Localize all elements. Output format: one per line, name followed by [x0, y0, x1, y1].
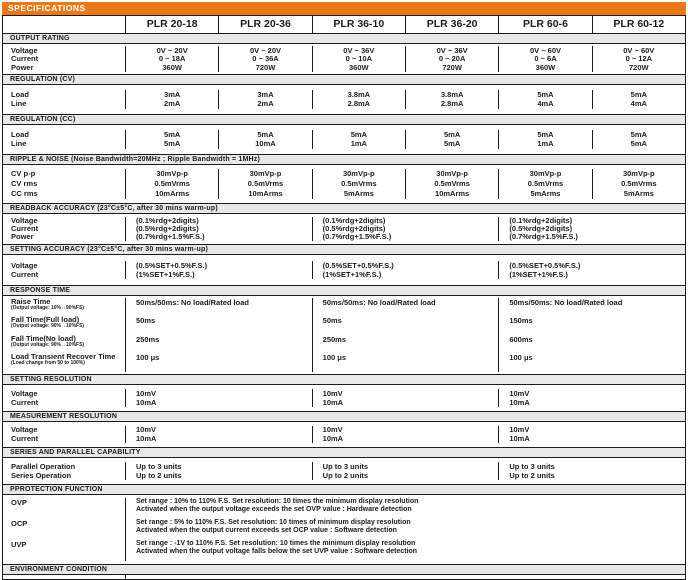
spec-value: 5mA [164, 129, 181, 139]
spec-value: 0.5mVrms [247, 179, 284, 188]
spec-value: 10mV [509, 388, 530, 398]
spec-value: 10mA [322, 433, 344, 443]
row-label: Load Transient Recover Time [11, 352, 116, 361]
row-label-column [3, 130, 125, 149]
column-header: PLR 20-36 [218, 16, 311, 33]
spec-value: 360W [535, 62, 556, 72]
section-header-label: RESPONSE TIME [10, 286, 71, 294]
spec-value: 0 ~ 10A [345, 54, 373, 64]
protection-line: Set range : 5% to 110% F.S. Set resolution: 10 times of minimum display resolution [136, 518, 411, 526]
spec-value: (0.5%rdg+2digits) [509, 224, 573, 233]
value-column [125, 130, 218, 149]
value-column [405, 130, 498, 149]
spec-value: 0V ~ 20V [249, 45, 282, 55]
spec-value: 2mA [257, 99, 274, 109]
spec-block [3, 296, 685, 374]
value-column [125, 169, 218, 199]
spec-value: 0V ~ 20V [156, 45, 188, 55]
spec-value: 0.5mVrms [434, 179, 470, 188]
value-column [592, 90, 685, 109]
section-header-label: SETTING RESOLUTION [10, 375, 92, 383]
spec-block [3, 214, 685, 244]
row-label: Fall Time(No load) [11, 333, 76, 343]
spec-value-entry [313, 316, 499, 335]
section-header-bar [3, 447, 685, 458]
value-column [312, 130, 405, 149]
row-label-column [3, 217, 125, 241]
section-header-bar [3, 74, 685, 85]
spec-value: (0.7%rdg+1.5%F.S.) [136, 232, 205, 241]
value-column-group [312, 426, 499, 443]
spec-value: 50ms/50ms: No load/Rated load [136, 297, 249, 307]
row-label: Parallel Operation [11, 461, 76, 471]
row-label-entry [11, 540, 125, 561]
spec-value: 0.5mVrms [621, 179, 657, 188]
spec-value: 0 ~ 36A [252, 54, 279, 64]
value-column-group [498, 217, 685, 241]
row-label: Power [11, 62, 34, 72]
row-label: Current [11, 433, 39, 443]
spec-value: 3.8mA [440, 89, 464, 99]
spec-value: 50ms [136, 316, 156, 325]
section-header-label: OUTPUT RATING [10, 35, 70, 42]
section-header-bar [3, 564, 685, 575]
spec-value-entry [126, 335, 312, 354]
row-label: Voltage [11, 425, 38, 435]
spec-value: 5mA [444, 139, 461, 149]
spec-value: 10mA [509, 433, 530, 443]
spec-value: 0.5mVrms [527, 179, 564, 188]
value-column [125, 46, 218, 72]
row-label: CV rms [11, 179, 38, 188]
protection-line: Set range : 10% to 110% F.S. Set resolution: 10 times the minimum display resolution [136, 497, 419, 505]
value-column [405, 169, 498, 199]
spec-value: (0.5%SET+0.5%F.S.) [509, 260, 581, 270]
row-label-column [3, 90, 125, 109]
spec-value: Up to 3 units [509, 461, 555, 471]
spec-value: 0V ~ 60V [529, 45, 562, 55]
row-label: CC rms [11, 189, 38, 198]
section-header-label: READBACK ACCURACY (23°C±5°C, after 30 mins warm-up) [10, 204, 218, 212]
row-label: Raise Time [11, 296, 51, 306]
value-column [218, 46, 311, 72]
spec-value-entry [313, 298, 499, 317]
row-label: Line [11, 139, 27, 149]
value-column [592, 46, 685, 72]
spec-value-entry [499, 316, 685, 335]
row-label-entry [11, 335, 125, 354]
row-label-column [3, 462, 125, 480]
column-header-row [3, 16, 685, 33]
spec-value: (0.5%SET+0.5%F.S.) [136, 260, 208, 270]
spec-value: 10mA [136, 433, 157, 443]
spec-value: 4mA [630, 99, 647, 109]
value-column [218, 130, 311, 149]
row-label: Load [11, 129, 29, 139]
value-column-group [312, 217, 499, 241]
spec-value-entry [499, 335, 685, 354]
row-label-column [3, 498, 125, 561]
spec-value: (0.1%rdg+2digits) [509, 216, 573, 225]
value-column-group [125, 298, 312, 372]
protection-line: Activated when the output voltage exceeds the set OVP value : Hardware detection [136, 505, 412, 513]
value-column-group [498, 389, 685, 407]
spec-value: 10mA [509, 397, 530, 407]
spec-value: 5mArms [623, 189, 654, 198]
spec-block [3, 255, 685, 285]
section-header-bar [3, 285, 685, 296]
column-header: PLR 60-6 [498, 16, 591, 33]
value-column [312, 46, 405, 72]
value-column-group [125, 462, 312, 480]
spec-value: (0.1%rdg+2digits) [136, 216, 199, 225]
spec-block [3, 458, 685, 484]
spec-table [2, 15, 686, 580]
spec-value: Up to 2 units [509, 470, 555, 480]
spec-value: 5mA [257, 129, 274, 139]
row-label: Voltage [11, 216, 38, 225]
spec-value: 30mVp-p [342, 169, 375, 178]
section-header-label: SETTING ACCURACY (23°C±5°C, after 30 mins warm-up) [10, 245, 208, 253]
spec-value: 10mV [322, 388, 343, 398]
spec-value: 0 ~ 6A [534, 54, 557, 64]
spec-value: 2mA [164, 99, 181, 109]
section-header-label: PPROTECTION FUNCTION [10, 485, 103, 493]
spec-value-entry [126, 353, 312, 372]
section-header-bar [3, 374, 685, 385]
value-column-group [125, 261, 312, 279]
spec-value: (1%SET+1%F.S.) [509, 269, 568, 279]
spec-value-entry [499, 353, 685, 372]
row-label: OCP [11, 518, 28, 528]
value-column [498, 46, 591, 72]
spec-value: 10mV [509, 425, 530, 435]
row-label: Power [11, 232, 34, 241]
section-header-bar [3, 33, 685, 44]
row-label: Voltage [11, 260, 38, 270]
spec-value: 5mA [444, 129, 461, 139]
spec-value: (0.7%rdg+1.5%F.S.) [322, 232, 392, 241]
protection-column [125, 498, 685, 561]
row-label: Voltage [11, 45, 38, 55]
section-header-bar [3, 203, 685, 214]
spec-value: 720W [629, 62, 649, 72]
spec-value: 4mA [537, 99, 554, 109]
spec-value: 0 ~ 18A [158, 54, 186, 64]
spec-value: 30mVp-p [156, 169, 188, 178]
spec-value: 360W [349, 62, 369, 72]
spec-value: 250ms [322, 334, 347, 344]
section-header-bar [3, 114, 685, 125]
column-header-blank [3, 16, 125, 33]
row-label: Series Operation [11, 470, 72, 480]
row-label-entry [11, 298, 125, 317]
value-column [218, 169, 311, 199]
spec-value: (0.5%SET+0.5%F.S.) [322, 260, 394, 270]
spec-value: 100 μs [509, 353, 533, 362]
row-label: CV p-p [11, 169, 36, 178]
protection-line: Activated when the output current exceeds set OCP value : Software detection [136, 526, 397, 534]
row-label-entry [11, 519, 125, 540]
value-column-group [312, 389, 499, 407]
spec-value: (0.7%rdg+1.5%F.S.) [509, 232, 578, 241]
value-column [592, 130, 685, 149]
spec-value-entry [313, 353, 499, 372]
value-column [498, 90, 591, 109]
value-column-group [498, 261, 685, 279]
row-sublabel: (Output voltage: 10%→90%FS) [11, 304, 85, 311]
spec-value: 3mA [257, 89, 274, 99]
row-label-column [3, 298, 125, 372]
spec-value: 720W [255, 62, 276, 72]
specifications-title: SPECIFICATIONS [8, 3, 86, 13]
spec-value: 1mA [537, 139, 554, 149]
protection-line: Activated when the output voltage falls below the set UVP value : Software detection [136, 547, 418, 555]
value-column [592, 169, 685, 199]
spec-value: 0.5mVrms [341, 179, 377, 188]
spec-value: Up to 3 units [322, 461, 369, 471]
spec-value: 5mA [350, 129, 367, 139]
spec-value: 1mA [350, 139, 367, 149]
spec-value: (0.5%rdg+2digits) [136, 224, 199, 233]
spec-value: 5mA [630, 89, 647, 99]
value-column-group [498, 462, 685, 480]
row-label-entry [11, 353, 125, 372]
section-header-label: SERIES AND PARALLEL CAPABILITY [10, 448, 141, 456]
section-header-bar [3, 484, 685, 495]
value-column [405, 46, 498, 72]
spec-value: 600ms [509, 334, 533, 344]
row-sublabel: (Output voltage: 90%→10%FS) [11, 341, 85, 348]
row-label: Voltage [11, 388, 38, 398]
spec-value: 5mA [630, 129, 647, 139]
protection-line: Set range : -1V to 110% F.S. Set resolution: 10 times the minimum display resolution [136, 539, 416, 547]
spec-value-entry [499, 298, 685, 317]
column-header: PLR 36-10 [312, 16, 405, 33]
spec-value: 5mArms [343, 189, 374, 198]
row-label-column [3, 261, 125, 279]
spec-value: 250ms [136, 334, 160, 344]
spec-value: 10mA [255, 139, 276, 149]
spec-value: 0.5mVrms [154, 179, 190, 188]
value-column [125, 90, 218, 109]
spec-value: Up to 2 units [322, 470, 369, 480]
row-label: Current [11, 224, 39, 233]
section-header-label: RIPPLE & NOISE (Noise Bandwidth=20MHz ; Ripple Bandwidth = 1MHz) [10, 155, 261, 163]
spec-value: 5mA [537, 89, 554, 99]
row-label-entry [11, 498, 125, 519]
row-label: Current [11, 269, 39, 279]
spec-value: 0V ~ 36V [436, 45, 468, 55]
spec-block [3, 422, 685, 447]
spec-value: 30mVp-p [249, 169, 282, 178]
section-header-bar [3, 154, 685, 165]
spec-value: 50ms/50ms: No load/Rated load [322, 297, 436, 307]
spec-value: 10mA [322, 397, 344, 407]
section-header-label: REGULATION (CV) [10, 75, 76, 83]
row-label-entry [11, 316, 125, 335]
spec-value: 100 μs [136, 353, 160, 362]
spec-value: 150ms [509, 316, 533, 325]
spec-value: 100 μs [322, 353, 347, 362]
spec-value: 0V ~ 36V [343, 45, 375, 55]
protection-entry [126, 498, 685, 519]
value-column-group [312, 462, 499, 480]
row-label: OVP [11, 497, 27, 507]
spec-value: 5mArms [530, 189, 561, 198]
value-column-group [312, 298, 499, 372]
column-header: PLR 60-12 [592, 16, 685, 33]
row-label: Current [11, 397, 39, 407]
spec-value-entry [126, 298, 312, 317]
column-header: PLR 36-20 [405, 16, 498, 33]
spec-value: (0.5%rdg+2digits) [322, 224, 386, 233]
spec-block [3, 44, 685, 74]
row-label: Current [11, 54, 39, 64]
spec-value: 3.8mA [347, 89, 371, 99]
protection-entry [126, 540, 685, 561]
row-label: Line [11, 99, 27, 109]
spec-value: Up to 3 units [136, 461, 182, 471]
value-column-group [125, 217, 312, 241]
spec-value: 0V ~ 60V [623, 45, 655, 55]
spec-value: 0 ~ 12A [625, 54, 653, 64]
spec-block [3, 495, 685, 564]
value-column [498, 169, 591, 199]
spec-value: 360W [162, 62, 182, 72]
value-column [405, 90, 498, 109]
value-column [312, 169, 405, 199]
spec-value: 50ms/50ms: No load/Rated load [509, 297, 623, 307]
value-column [312, 90, 405, 109]
spec-value: (1%SET+1%F.S.) [322, 269, 382, 279]
value-column-group [125, 389, 312, 407]
spec-value: (0.1%rdg+2digits) [322, 216, 386, 225]
row-label: Load [11, 89, 29, 99]
column-header: PLR 20-18 [125, 16, 218, 33]
section-header-bar [3, 411, 685, 422]
spec-block [3, 385, 685, 411]
spec-value: 5mA [537, 129, 554, 139]
spec-value: 10mArms [155, 189, 190, 198]
spec-block [3, 85, 685, 114]
spec-value: 30mVp-p [529, 169, 562, 178]
row-label: Fall Time(Full load) [11, 315, 80, 324]
spec-value: 5mA [164, 139, 181, 149]
spec-value: 30mVp-p [436, 169, 468, 178]
protection-entry [126, 519, 685, 540]
row-label-column [3, 389, 125, 407]
row-label-column [3, 426, 125, 443]
spec-value: 5mA [630, 139, 647, 149]
value-column-group [125, 426, 312, 443]
spec-block [3, 125, 685, 154]
row-label: UVP [11, 539, 27, 549]
spec-value: 2.8mA [347, 99, 371, 109]
spec-block [3, 165, 685, 203]
spec-value: Up to 2 units [136, 470, 182, 480]
spec-value: 50ms [322, 316, 342, 325]
section-header-label: MEASUREMENT RESOLUTION [10, 412, 118, 420]
spec-value: 10mV [322, 425, 343, 435]
spec-value: 2.8mA [440, 99, 464, 109]
section-header-label: REGULATION (CC) [10, 115, 76, 123]
spec-sheet [2, 2, 686, 580]
value-column-group [312, 261, 499, 279]
value-column [218, 90, 311, 109]
row-label-column [3, 46, 125, 72]
section-header-label: ENVIRONMENT CONDITION [10, 565, 108, 573]
spec-value: 3mA [164, 89, 181, 99]
spec-value-entry [126, 316, 312, 335]
spec-value-entry [313, 335, 499, 354]
spec-value: (1%SET+1%F.S.) [136, 269, 195, 279]
spec-value: 10mV [136, 425, 157, 435]
spec-value: 10mArms [248, 189, 283, 198]
spec-value: 10mArms [435, 189, 470, 198]
row-label-column [3, 169, 125, 199]
spec-value: 30mVp-p [622, 169, 655, 178]
spec-value: 0 ~ 20A [438, 54, 466, 64]
value-column-group [498, 426, 685, 443]
spec-value: 10mA [136, 397, 157, 407]
row-sublabel: (Load change from 50 to 100%) [11, 360, 85, 366]
spec-value: 720W [442, 62, 462, 72]
value-column-group [498, 298, 685, 372]
spec-value: 10mV [136, 388, 157, 398]
section-header-bar [3, 244, 685, 255]
value-column [498, 130, 591, 149]
specifications-title-bar [2, 2, 686, 15]
row-sublabel: (Output voltage: 90%→10%FS) [11, 323, 85, 329]
